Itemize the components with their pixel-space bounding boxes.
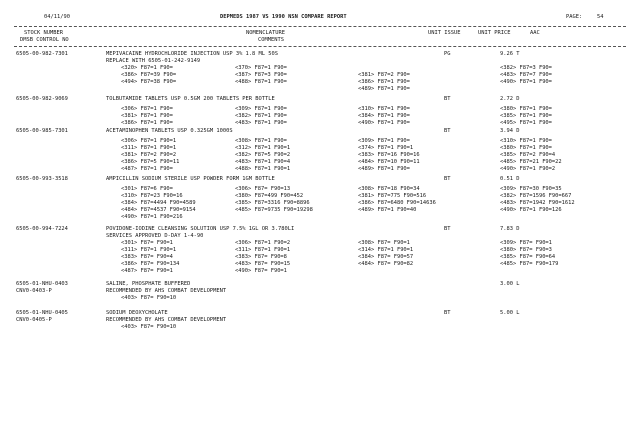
code-cell: <495> F87=1 F90= (500, 120, 552, 126)
code-cell: <387> F87=3 F90= (235, 72, 287, 78)
code-cell: <485> F87=21 F90=22 (500, 159, 562, 165)
col-comments: COMMENTS (258, 37, 284, 43)
code-cell: <381> F87=2 F90= (358, 72, 410, 78)
unit-price: 2.72 D (500, 96, 520, 102)
code-cell: <487> F87=1 F90= (121, 166, 173, 172)
unit-price: 9.26 T (500, 51, 520, 57)
code-cell: <485> F87= F90=179 (500, 261, 559, 267)
unit-price: 5.00 L (500, 310, 520, 316)
unit-price: 3.00 L (500, 281, 520, 287)
code-cell: <308> F87=1 F90= (235, 138, 287, 144)
header-rule-bottom (14, 46, 626, 47)
code-cell: <489> F87=1 F90=40 (358, 207, 417, 213)
code-cell: <310> F87=1 F90= (358, 106, 410, 112)
code-cell: <380> F87=499 F90=452 (235, 193, 304, 199)
code-cell: <490> F87=1 F90= (500, 79, 552, 85)
nomenclature-line: SALINE, PHOSPHATE BUFFERED (106, 281, 191, 287)
nomenclature-line: ACETAMINOPHEN TABLETS USP 0.325GM 1000S (106, 128, 233, 134)
code-cell: <383> F87= F90=8 (235, 254, 287, 260)
code-cell: <483> F87= F90=15 (235, 261, 291, 267)
unit-price: 0.51 D (500, 176, 520, 182)
comment-line: RECOMMENDED BY AHS COMBAT DEVELOPMENT (106, 288, 227, 294)
code-cell: <383> F87=16 F90=16 (358, 152, 420, 158)
unit-issue: BT (444, 176, 451, 182)
code-cell: <386> F87=5 F90=11 (121, 159, 180, 165)
code-cell: <385> F87=3316 F90=8896 (235, 200, 310, 206)
code-cell: <306> F87=1 F90=2 (235, 240, 291, 246)
code-cell: <383> F87= F90=4 (121, 254, 173, 260)
page-label: PAGE: (566, 14, 583, 20)
report-title: DEPMEDS 1987 VS 1990 NSN COMPARE REPORT (220, 14, 347, 20)
unit-price: 7.83 D (500, 226, 520, 232)
code-cell: <312> F87=1 F90=1 (235, 145, 291, 151)
code-cell: <306> F87=1 F90=1 (121, 138, 177, 144)
code-cell: <403> F87= F90=10 (121, 295, 177, 301)
code-cell: <386> F87=1 F90= (121, 120, 173, 126)
code-cell: <309> F87=1 F90= (235, 106, 287, 112)
code-cell: <381> F87=2 F90=2 (121, 152, 177, 158)
col-aac: AAC (530, 30, 540, 36)
code-cell: <310> F87=1 F90= (500, 138, 552, 144)
dmsb-control-number: CNV0-0405-P (16, 317, 52, 323)
unit-issue: PG (444, 51, 451, 57)
code-cell: <381> F87=775 F90=516 (358, 193, 427, 199)
stock-number: 6505-01-NHU-0405 (16, 310, 68, 316)
code-cell: <384> F87=4494 F90=4589 (121, 200, 196, 206)
stock-number: 6505-01-NHU-0403 (16, 281, 68, 287)
comment-line: SERVICES APPROVED D-DAY 1-4-90 (106, 233, 204, 239)
code-cell: <490> F87=1 F90=2 (500, 166, 556, 172)
code-cell: <301> F87=6 F90= (121, 186, 173, 192)
dmsb-control-number: CNV0-0403-P (16, 288, 52, 294)
code-cell: <385> F87=1 F90= (500, 113, 552, 119)
nomenclature-line: MEPIVACAINE HYDROCHLORIDE INJECTION USP 3% 1.8 ML 50S (106, 51, 279, 57)
code-cell: <311> F87=1 F90=1 (235, 247, 291, 253)
code-cell: <403> F87= F90=10 (121, 324, 177, 330)
code-cell: <308> F87= F90=1 (358, 240, 410, 246)
stock-number: 6505-00-985-7301 (16, 128, 68, 134)
comment-line: REPLACE WITH 6505-01-242-9149 (106, 58, 201, 64)
code-cell: <488> F87=1 F90=1 (235, 166, 291, 172)
code-cell: <380> F87=1 F90= (500, 145, 552, 151)
code-cell: <382> F87=1 F90= (235, 113, 287, 119)
code-cell: <386> F87= F90=134 (121, 261, 180, 267)
code-cell: <309> F87=1 F90= (358, 138, 410, 144)
code-cell: <485> F87=9735 F90=19298 (235, 207, 313, 213)
code-cell: <386> F87=6480 F90=14636 (358, 200, 436, 206)
col-unit-price: UNIT PRICE (478, 30, 511, 36)
code-cell: <384> F87=1 F90= (358, 113, 410, 119)
code-cell: <484> F87=10 F90=11 (358, 159, 420, 165)
code-cell: <310> F87=23 F90=16 (121, 193, 183, 199)
code-cell: <306> F87= F90=13 (235, 186, 291, 192)
code-cell: <484> F87=4537 F90=9154 (121, 207, 196, 213)
nomenclature-line: POVIDONE-IODINE CLEANSING SOLUTION USP 7.5% 1GL OR 3.780LI (106, 226, 295, 232)
code-cell: <490> F87=1 F90= (358, 120, 410, 126)
code-cell: <311> F87=1 F90=1 (121, 247, 177, 253)
code-cell: <489> F87=1 F90= (358, 166, 410, 172)
code-cell: <380> F87=1 F90= (500, 106, 552, 112)
code-cell: <320> F87=1 F90= (121, 65, 173, 71)
unit-issue: BT (444, 310, 451, 316)
col-nomenclature: NOMENCLATURE (246, 30, 285, 36)
comment-line: RECOMMENDED BY AHS COMBAT DEVELOPMENT (106, 317, 227, 323)
code-cell: <384> F87= F90=57 (358, 254, 414, 260)
unit-price: 3.94 D (500, 128, 520, 134)
stock-number: 6505-00-994-7224 (16, 226, 68, 232)
code-cell: <490> F87=1 F90=126 (500, 207, 562, 213)
code-cell: <311> F87=1 F90=1 (121, 145, 177, 151)
header-rule-top (14, 26, 626, 27)
code-cell: <382> F87=1596 F90=667 (500, 193, 572, 199)
code-cell: <483> F87=1 F90=4 (235, 159, 291, 165)
code-cell: <386> F87=1 F90= (358, 79, 410, 85)
code-cell: <380> F87= F90=3 (500, 247, 552, 253)
unit-issue: BT (444, 226, 451, 232)
code-cell: <494> F87=38 F90= (121, 79, 177, 85)
code-cell: <308> F87=18 F90=34 (358, 186, 420, 192)
code-cell: <483> F87=1942 F90=1612 (500, 200, 575, 206)
code-cell: <483> F87=7 F90= (500, 72, 552, 78)
code-cell: <385> F87=2 F90=4 (500, 152, 556, 158)
code-cell: <386> F87=39 F90= (121, 72, 177, 78)
code-cell: <490> F87= F90=1 (235, 268, 287, 274)
page-number: 54 (597, 14, 604, 20)
code-cell: <385> F87= F90=64 (500, 254, 556, 260)
col-stock-number: STOCK NUMBER (24, 30, 63, 36)
code-cell: <301> F87= F90=1 (121, 240, 173, 246)
nomenclature-line: AMPICILLIN SODIUM STERILE USP POWDER FORM 1GM BOTTLE (106, 176, 275, 182)
code-cell: <490> F87=1 F90=216 (121, 214, 183, 220)
col-dmsb-control: DMSB CONTROL NO (20, 37, 69, 43)
stock-number: 6505-00-982-9069 (16, 96, 68, 102)
code-cell: <309> F87= F90=1 (500, 240, 552, 246)
col-unit-issue: UNIT ISSUE (428, 30, 461, 36)
nomenclature-line: TOLBUTAMIDE TABLETS USP 0.5GM 200 TABLETS PER BOTTLE (106, 96, 275, 102)
code-cell: <370> F87=1 F90= (235, 65, 287, 71)
report-date: 04/11/90 (44, 14, 70, 20)
stock-number: 6505-00-993-3518 (16, 176, 68, 182)
code-cell: <306> F87=1 F90= (121, 106, 173, 112)
code-cell: <374> F87=1 F90=1 (358, 145, 414, 151)
code-cell: <381> F87=1 F90= (121, 113, 173, 119)
code-cell: <488> F87=1 F90= (235, 79, 287, 85)
unit-issue: BT (444, 96, 451, 102)
code-cell: <483> F87=1 F90= (235, 120, 287, 126)
code-cell: <309> F87=30 F90=35 (500, 186, 562, 192)
code-cell: <489> F87=1 F90= (358, 86, 410, 92)
code-cell: <484> F87= F90=82 (358, 261, 414, 267)
nomenclature-line: SODIUM DEOXYCHOLATE (106, 310, 168, 316)
code-cell: <382> F87=3 F90= (500, 65, 552, 71)
code-cell: <487> F87= F90=1 (121, 268, 173, 274)
code-cell: <314> F87=1 F90=1 (358, 247, 414, 253)
unit-issue: BT (444, 128, 451, 134)
code-cell: <382> F87=5 F90=2 (235, 152, 291, 158)
stock-number: 6505-00-982-7301 (16, 51, 68, 57)
